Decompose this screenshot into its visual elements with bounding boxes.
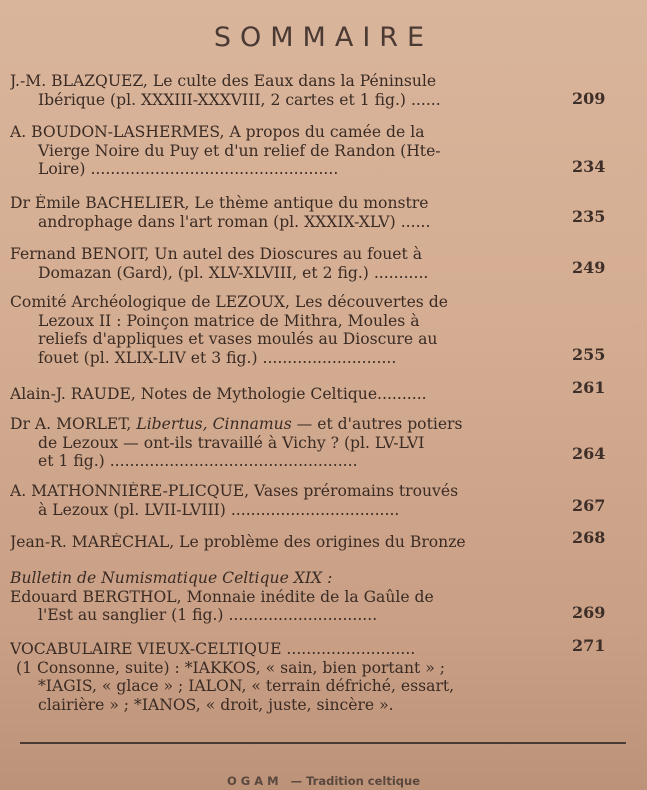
entry-line: et 1 fig.) .................................................. [38, 452, 358, 470]
toc-entry [10, 293, 565, 367]
entry-line: androphage dans l'art roman (pl. XXXIX-XLV) ...... [38, 212, 431, 231]
entry-title-rest: — et d'autres potiers [291, 415, 463, 433]
entry-line: Comité Archéologique de LEZOUX, Les découvertes de [10, 293, 448, 311]
entry-line: fouet (pl. XLIX-LIV et 3 fig.) ........................... [38, 348, 397, 367]
entry-line: l'Est au sanglier (1 fig.) .............................. [38, 606, 378, 624]
entry-line: (1 Consonne, suite) : *IAKKOS, « sain, bien portant » ; [16, 658, 445, 677]
toc-entry [10, 72, 565, 109]
entry-line: Jean-R. MARÉCHAL, Le problème des origines du Bronze [10, 533, 466, 551]
entry-line: Alain-J. RAUDE, Notes de Mythologie Celtique.......... [10, 385, 427, 403]
divider [20, 742, 626, 744]
entry-line: clairière » ; *IANOS, « droit, juste, sincère ». [38, 695, 394, 714]
running-footer [0, 774, 647, 788]
toc-entry [10, 640, 565, 714]
toc-entry [10, 245, 565, 282]
page-number: 255 [572, 345, 606, 364]
page-number: 235 [572, 207, 606, 226]
entry-line: *IAGIS, « glace » ; IALON, « terrain défriché, essart, [38, 677, 455, 695]
journal-subtitle: Tradition celtique [306, 774, 421, 788]
page-number: 249 [572, 258, 606, 277]
entry-line: VOCABULAIRE VIEUX-CELTIQUE .......................... [10, 640, 416, 658]
toc-entry [10, 533, 565, 552]
entry-line [10, 415, 565, 434]
entry-author: Dr A. MORLET, [10, 415, 137, 433]
entry-line: A. BOUDON-LASHERMES, A propos du camée de la [10, 123, 425, 141]
page-number: 209 [572, 89, 606, 108]
toc-entry [10, 415, 565, 471]
entry-line: Fernand BENOIT, Un autel des Dioscures au fouet à [10, 245, 423, 263]
footer-dash: — [290, 774, 303, 788]
entry-italic-title: Libertus, Cinnamus [136, 415, 292, 433]
entry-line: reliefs d'appliques et vases moulés au Dioscure au [38, 330, 438, 348]
page-number: 267 [572, 496, 606, 515]
page-number: 264 [572, 444, 606, 463]
entry-line: à Lezoux (pl. LVII-LVIII) .................................. [38, 500, 400, 519]
entry-line: A. MATHONNIÈRE-PLICQUE, Vases préromains trouvés [10, 482, 459, 500]
entry-line: Ibérique (pl. XXXIII-XXXVIII, 2 cartes et 1 fig.) ...... [38, 90, 441, 109]
entry-line: Domazan (Gard), (pl. XLV-XLVIII, et 2 fig.) ........... [38, 263, 429, 282]
toc-entry [10, 569, 565, 625]
page-number: 234 [572, 157, 606, 176]
page-title: SOMMAIRE [213, 22, 434, 53]
entry-line: Lezoux II : Poinçon matrice de Mithra, Moules à [38, 311, 420, 330]
page-number: 269 [572, 603, 606, 622]
entry-line: J.-M. BLAZQUEZ, Le culte des Eaux dans la Péninsule [10, 72, 437, 90]
page-number: 271 [572, 636, 606, 655]
toc-entry [10, 194, 565, 231]
section-heading: Bulletin de Numismatique Celtique XIX : [10, 569, 333, 587]
page-number: 268 [572, 528, 606, 547]
toc-entry [10, 482, 565, 519]
entry-line: Edouard BERGTHOL, Monnaie inédite de la Gaûle de [10, 587, 434, 606]
entry-line: Loire) .................................................. [38, 160, 339, 178]
toc-entry [10, 385, 565, 404]
entry-line: Dr Émile BACHELIER, Le thème antique du monstre [10, 194, 429, 212]
toc-entry [10, 123, 565, 179]
journal-name: OGAM [226, 774, 283, 788]
page-number: 261 [572, 378, 606, 397]
entry-line: de Lezoux — ont-ils travaillé à Vichy ? (pl. LV-LVI [38, 433, 425, 452]
entry-line: Vierge Noire du Puy et d'un relief de Randon (Hte- [38, 141, 441, 160]
